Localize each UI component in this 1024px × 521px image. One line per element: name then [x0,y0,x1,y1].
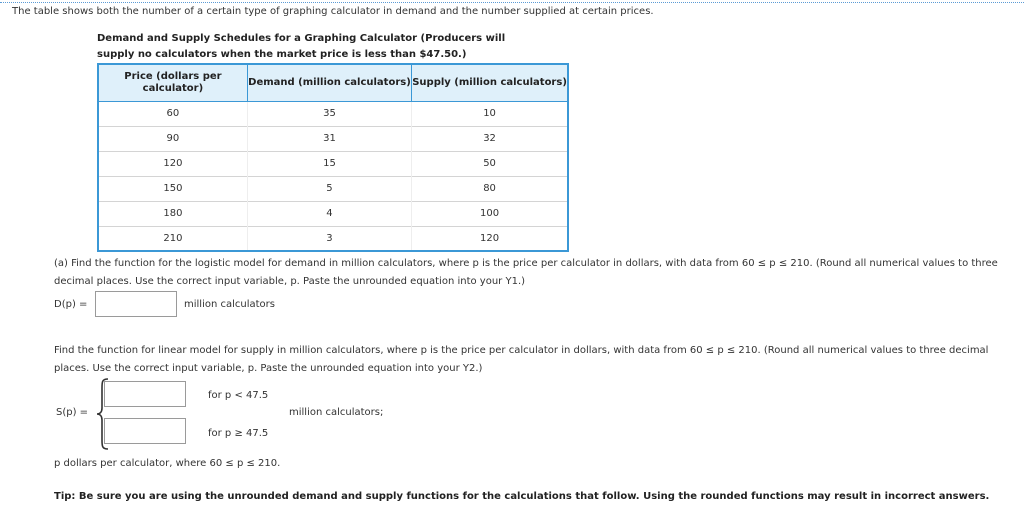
header-supply: Supply (million calculators) [412,64,568,101]
cell-supply: 80 [412,176,568,201]
supply-unit-label: million calculators; [289,407,384,418]
header-demand: Demand (million calculators) [247,64,411,101]
table-row [98,176,568,201]
cell-demand: 31 [247,126,411,151]
header-price: Price (dollars per calculator) [98,64,247,101]
cell-demand: 15 [247,151,411,176]
cell-price: 180 [98,201,247,226]
demand-function-label: D(p) = [54,299,88,310]
cell-demand: 3 [247,226,411,251]
supply-domain-note: p dollars per calculator, where 60 ≤ p ≤ 210. [54,458,281,469]
table-row [98,101,568,126]
schedule-table [97,63,569,252]
cell-supply: 100 [412,201,568,226]
cell-price: 150 [98,176,247,201]
cell-price: 90 [98,126,247,151]
cell-supply: 32 [412,126,568,151]
tip-text: Tip: Be sure you are using the unrounded demand and supply functions for the calculations that follow. Using the rounded functions may result in incorrect answers. [54,491,990,502]
demand-unit-label: million calculators [184,299,275,310]
table-row [98,226,568,251]
cell-price: 210 [98,226,247,251]
part-a-question: (a) Find the function for the logistic model for demand in million calculators, where p is the price per calculator in dollars, with data from 60 ≤ p ≤ 210. (Round all numerical values to three decimal places. Use the correct input variable, p. Paste the unrounded equation into your Y1.) [54,258,998,287]
cell-price: 120 [98,151,247,176]
cell-demand: 5 [247,176,411,201]
cell-supply: 50 [412,151,568,176]
cell-supply: 120 [412,226,568,251]
table-row [98,126,568,151]
supply-question: Find the function for linear model for supply in million calculators, where p is the price per calculator in dollars, with data from 60 ≤ p ≤ 210. (Round all numerical values to three decimal places. Use the correct input variable, p. Paste the unrounded equation into your Y2.) [54,345,989,374]
supply-piece2-condition: for p ≥ 47.5 [208,428,269,439]
supply-piece1-input[interactable] [104,381,186,407]
cell-demand: 4 [247,201,411,226]
demand-function-input[interactable] [95,291,177,317]
supply-function-label: S(p) = [56,407,89,418]
table-row [98,151,568,176]
cell-price: 60 [166,108,180,119]
table-row [98,201,568,226]
cell-supply: 10 [412,101,568,126]
supply-piece2-input[interactable] [104,418,186,444]
table-caption: Demand and Supply Schedules for a Graphing Calculator (Producers will supply no calculators when the market price is less than $47.50.) [97,33,506,60]
cell-demand: 35 [247,101,411,126]
supply-piece1-condition: for p < 47.5 [208,390,269,401]
intro-text: The table shows both the number of a certain type of graphing calculator in demand and the number supplied at certain prices. [12,6,654,17]
top-divider [0,2,1024,3]
